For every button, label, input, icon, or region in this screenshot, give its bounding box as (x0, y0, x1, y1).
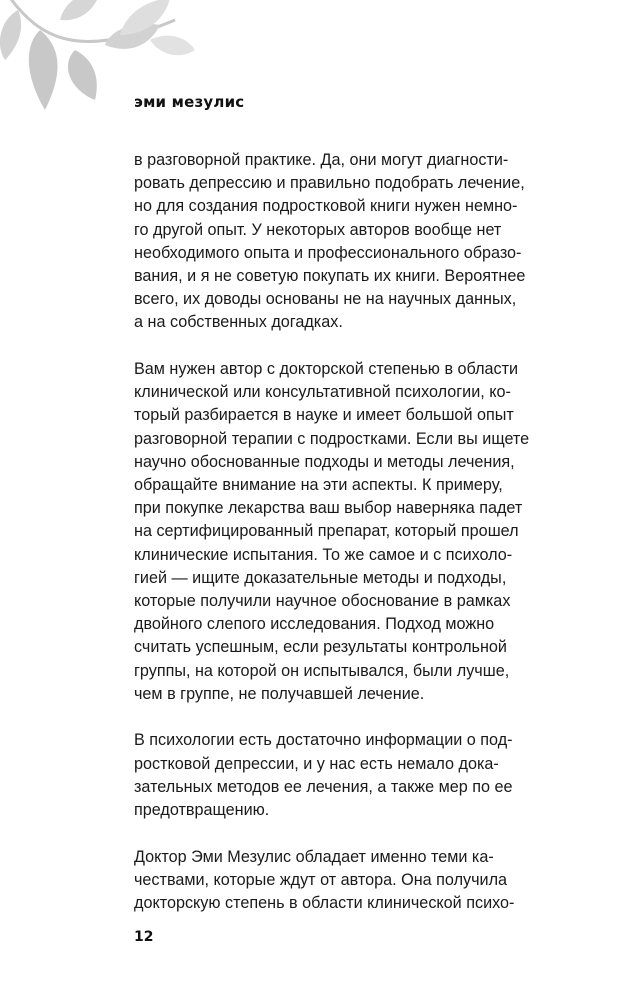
paragraph: в разговорной практике. Да, они могут диагности- ровать депрессию и правильно подобрать лечение, но для создания подростковой книги нужен немно- го другой опыт. У некоторых авторов вообще нет необходимого опыта и профессионального образо- вания, и я не советую покупать их книги. Вероятнее всего, их доводы основаны не на научных данных, а на собственных догадках. (134, 151, 526, 332)
page-number: 12 (134, 929, 154, 945)
running-head: эми мезулис (134, 93, 245, 111)
paragraph: Доктор Эми Мезулис обладает именно теми ка- чествами, которые ждут от автора. Она получила докторскую степень в области клинической психо- (134, 847, 515, 913)
paragraph: Вам нужен автор с докторской степенью в области клинической или консультативной психологии, ко- торый разбирается в науке и имеет большой опыт разговорной терапии с подростками. Если вы ищете научно обоснованные подходы и методы лечения, обращайте внимание на эти аспекты. К примеру, при покупке лекарства ваш выбор наверняка падет на сертифицированный препарат, который прошел клинические испытания. То же самое и с психоло- гией — ищите доказательные методы и подходы, которые получили научное обоснование в рамках двойного слепого исследования. Подход можно считать успешным, если результаты контрольной группы, на которой он испытывался, были лучше, чем в группе, не получавшей лечение. (134, 360, 530, 703)
leaf-icon (150, 36, 195, 56)
body-text (134, 149, 542, 939)
leaf-icon (68, 50, 97, 100)
leaf-icon (29, 30, 58, 110)
paragraph: В психологии есть достаточно информации о под- ростковой депрессии, и у нас есть немало дока- зательных методов ее лечения, а также мер по ее предотвращению. (134, 731, 513, 820)
leaf-icon (60, 0, 100, 20)
leaf-icon (0, 10, 21, 60)
